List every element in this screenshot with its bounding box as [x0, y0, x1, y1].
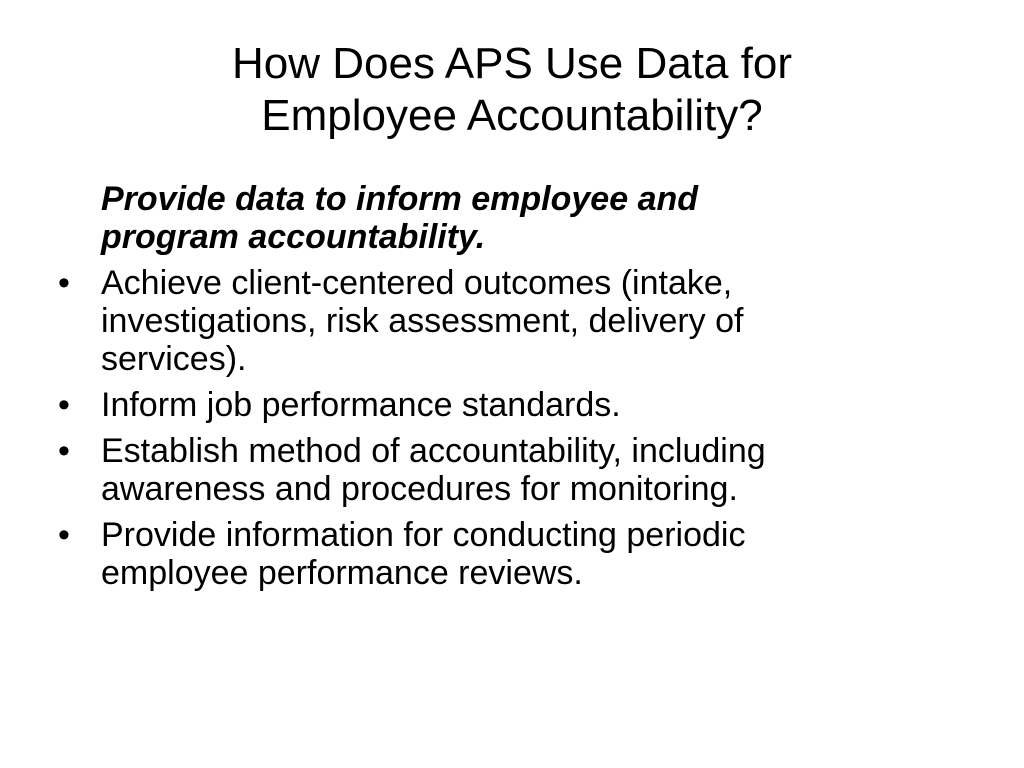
slide-title [60, 38, 964, 142]
bullet-icon: • [58, 516, 70, 554]
bullet-icon: • [58, 264, 70, 302]
bullet-text-line: investigations, risk assessment, delivery of [101, 302, 744, 340]
bullet-text-line: awareness and procedures for monitoring. [101, 470, 738, 508]
lead-statement-line: Provide data to inform employee and [101, 180, 699, 218]
bullet-item [56, 516, 956, 592]
bullet-text-line: Inform job performance standards. [101, 386, 621, 424]
bullet-text-line: services). [101, 340, 247, 378]
bullet-icon: • [58, 432, 70, 470]
bullet-list [56, 264, 956, 592]
bullet-text-line: Achieve client-centered outcomes (intake, [101, 264, 733, 302]
bullet-text-line: Provide information for conducting periodic [101, 516, 746, 554]
bullet-icon: • [58, 386, 70, 424]
slide-body [56, 180, 956, 600]
lead-statement-line: program accountability. [101, 218, 486, 256]
slide-title-line: How Does APS Use Data for [231, 39, 792, 88]
bullet-text-line: Establish method of accountability, including [101, 432, 766, 470]
bullet-text-line: employee performance reviews. [101, 554, 583, 592]
lead-statement [101, 180, 956, 256]
bullet-item [56, 386, 956, 424]
slide-title-line: Employee Accountability? [261, 91, 763, 140]
bullet-item [56, 432, 956, 508]
bullet-item [56, 264, 956, 378]
